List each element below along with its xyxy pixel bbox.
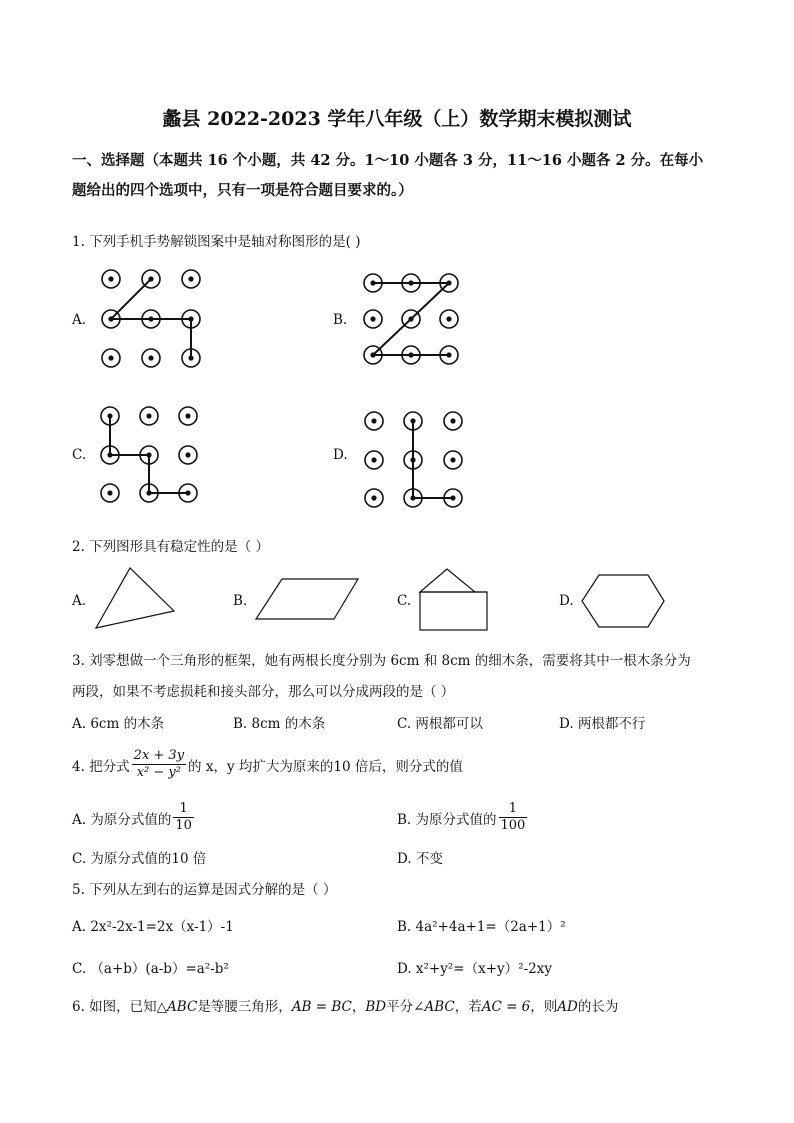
question-6-stem (72, 995, 618, 1015)
q3-option-b: B. 8cm 的木条 (233, 716, 326, 732)
q6-angle-abc: ∠ABC (413, 999, 455, 1015)
q1-option-d-label: D. (333, 447, 348, 463)
q5-option-a: A. 2x²-2x-1=2x（x-1）-1 (72, 919, 234, 935)
q2-option-b-label: B. (233, 593, 248, 609)
question-1-stem: 1. 下列手机手势解锁图案中是轴对称图形的是( ) (72, 234, 361, 250)
q4-option-a-numerator: 1 (173, 801, 194, 818)
q4-fraction-numerator: 2x + 3y (133, 748, 185, 763)
q1-option-c-label: C. (72, 447, 87, 463)
q5-option-b: B. 4a²+4a+1=（2a+1）² (397, 919, 566, 935)
q2-option-a-label: A. (72, 593, 87, 609)
q1-option-b-label: B. (333, 312, 348, 328)
q5-option-d: D. x²+y²=（x+y）²-2xy (397, 961, 552, 977)
q6-text-5: ，则 (530, 999, 558, 1015)
q5-option-c: C. （a+b）(a-b）=a²-b² (72, 961, 229, 977)
q4-option-b-denominator: 100 (500, 818, 526, 833)
q3-option-a: A. 6cm 的木条 (72, 716, 165, 732)
q4-fraction-denominator: x² − y² (136, 765, 181, 780)
q4-option-d: D. 不变 (397, 851, 443, 867)
question-5-stem: 5. 下列从左到右的运算是因式分解的是（ ） (72, 882, 337, 898)
question-4-stem (72, 748, 463, 781)
q4-option-b-fraction (499, 801, 528, 834)
q6-bd: BD (365, 999, 387, 1015)
q4-option-c: C. 为原分式值的10 倍 (72, 851, 207, 867)
q2-option-c-label: C. (397, 593, 412, 609)
q4-option-b (397, 801, 529, 834)
q4-option-a-denominator: 10 (175, 818, 192, 833)
question-2-stem: 2. 下列图形具有稳定性的是（ ） (72, 539, 269, 555)
q4-prefix: 4. 把分式 (72, 758, 130, 775)
q4-option-a (72, 801, 196, 834)
q6-text-2: ， (351, 999, 366, 1015)
q6-eq-ab-bc: AB = BC (291, 999, 352, 1015)
q6-text-1: 是等腰三角形， (197, 999, 292, 1015)
question-3-line1: 3. 刘零想做一个三角形的框架，她有两根长度分别为 6cm 和 8cm 的细木条，需要将其中一根木条分为 (72, 653, 691, 669)
q4-option-b-numerator: 1 (499, 801, 528, 818)
question-3-line2: 两段，如果不考虑损耗和接头部分，那么可以分成两段的是（ ） (72, 684, 455, 700)
q3-option-d: D. 两根都不行 (559, 716, 646, 732)
q6-ad: AD (557, 999, 578, 1015)
q1-option-a-label: A. (72, 312, 87, 328)
page-title: 蠡县 2022-2023 学年八年级（上）数学期末模拟测试 (162, 108, 632, 130)
q6-text-6: 的长为 (577, 999, 619, 1015)
q2-option-d-label: D. (559, 593, 574, 609)
q6-text-3: 平分 (386, 999, 414, 1015)
q6-prefix: 6. 如图，已知 (72, 999, 157, 1015)
q4-option-a-text: A. 为原分式值的 (72, 811, 172, 828)
q6-eq-ac: AC = 6 (481, 999, 531, 1015)
q6-text-4: ，若 (454, 999, 482, 1015)
q4-option-b-text: B. 为原分式值的 (397, 811, 497, 828)
section-header-line1: 一、选择题（本题共 16 个小题，共 42 分。1～10 小题各 3 分，11～16 小题各 2 分。在每小 (72, 152, 704, 169)
q4-fraction (132, 748, 186, 781)
q6-triangle: △ABC (156, 999, 198, 1015)
section-header-line2: 题给出的四个选项中，只有一项是符合题目要求的。） (72, 182, 413, 199)
q3-option-c: C. 两根都可以 (397, 716, 483, 732)
q4-suffix: 的 x，y 均扩大为原来的10 倍后，则分式的值 (188, 758, 463, 775)
q4-option-a-fraction (173, 801, 194, 834)
